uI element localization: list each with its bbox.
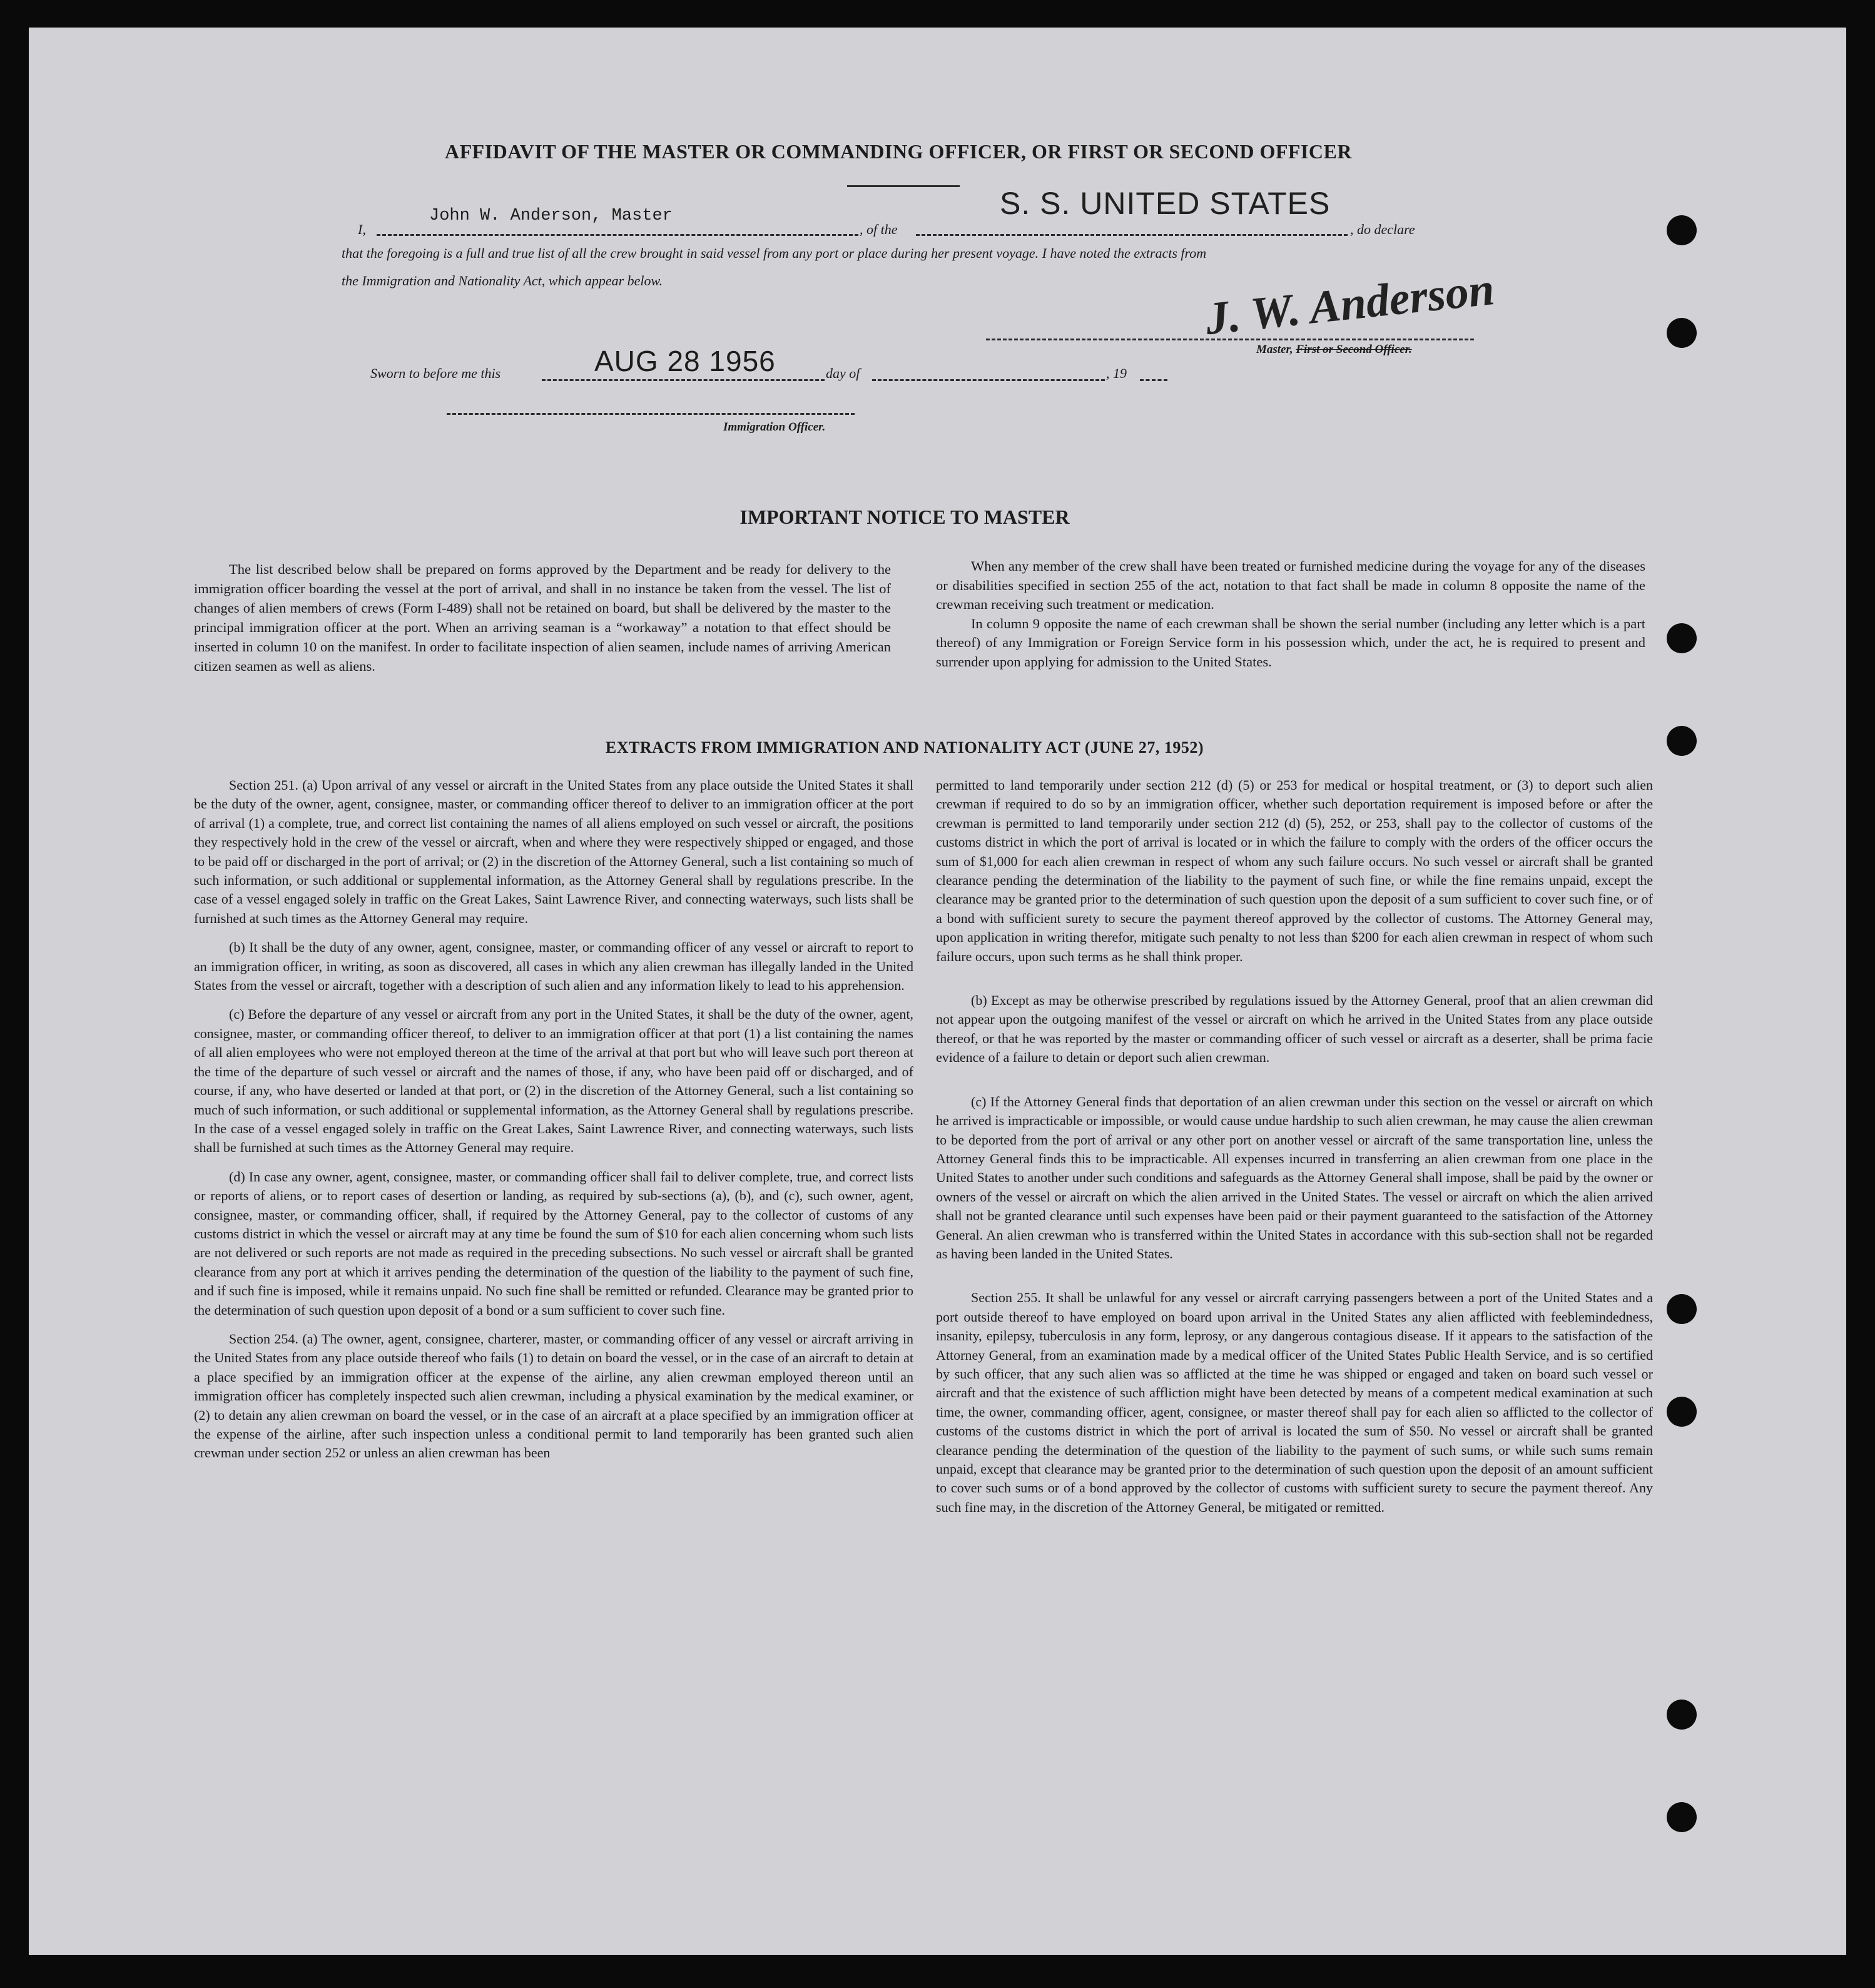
- vessel-name: S. S. UNITED STATES: [1000, 186, 1331, 221]
- declarant-name: John W. Anderson, Master: [429, 206, 673, 225]
- sworn-date-line: [542, 379, 825, 381]
- section-254a-continued: permitted to land temporarily under section 212 (d) (5) or 253 for medical or hospital treatment, or (3) to deport such alien crewman if required to do so by an immigration officer, whether such deportation requirement is imposed before or after the crewman is permitted to land temporarily under section 212 (d) (5), 252, or 253, shall pay to the collector of customs of the customs district in which the port of arrival is located or in which the failure to comply with the orders of the officer occurs the sum of $1,000 for each alien crewman in respect of whom any such failure occurs. No such vessel or aircraft shall be granted clearance pending the determination of the liability to the payment of such fine, or while the fine remains unpaid, except the clearance may be granted prior to the determination of such question upon the deposit of a sum sufficient to cover such fine, or of a bond with sufficient surety to secure the payment thereof approved by the collector of customs. The Attorney General may, upon application in writing therefor, mitigate such penalty to not less than $200 for each alien crewman in respect of whom such failure occurs, upon such terms as he shall think proper.: [936, 777, 1653, 964]
- of-the-label: , of the: [860, 222, 898, 237]
- year-label: , 19: [1106, 365, 1127, 381]
- section-254c: (c) If the Attorney General finds that deportation of an alien crewman under this section on the vessel or aircraft on which he arrived is impracticable or impossible, or would cause undue hardship to such alien crewman, he may cause the alien crewman to be deported from the port of arrival or any other port on another vessel or aircraft of the same transportation line, unless the Attorney General finds this to be impracticable. All expenses incurred in transferring an alien crewman from one place in the United States to another under such conditions and safeguards as the Attorney General shall impose, shall be paid by the owner or owners of the vessel or aircraft on which the alien arrived in the United States. The vessel or aircraft on which the alien arrived shall not be granted clearance until such expenses have been paid or their payment guaranteed to the satisfaction of the Attorney General. An alien crewman who is transferred within the United States in accordance with this sub-section shall not be regarded as having been landed in the United States.: [936, 1093, 1653, 1262]
- notice-left-column: [194, 559, 891, 686]
- binder-hole: [1667, 726, 1697, 756]
- section-251a: Section 251. (a) Upon arrival of any vessel or aircraft in the United States from any place outside the United States it shall be the duty of the owner, agent, consignee, master, or commanding officer thereof to deliver to an immigration officer at the port of arrival (1) a complete, true, and correct list containing the names of all aliens employed on such vessel or aircraft, the positions they respectively hold in the crew of the vessel or aircraft, when and where they were respectively shipped or engaged, and those to be paid off or discharged in the port of arrival; or (2) in the discretion of the Attorney General, such a list containing so much of such information, or such additional or supplemental information, as the Attorney General shall by regulations prescribe. In the case of a vessel engaged solely in traffic on the Great Lakes, Saint Lawrence River, and connecting waterways, such lists shall be furnished at such times as the Attorney General may require.: [194, 777, 913, 926]
- binder-hole: [1667, 215, 1697, 245]
- binder-hole: [1667, 623, 1697, 653]
- do-declare-label: , do declare: [1350, 222, 1415, 237]
- binder-hole: [1667, 1700, 1697, 1730]
- notice-right-paragraph-1: When any member of the crew shall have been treated or furnished medicine during the voyage for any of the diseases or disabilities specified in section 255 of the act, notation to that fact shall be made in column 8 opposite the name of the crewman receiving such treatment or medication.: [936, 558, 1645, 612]
- immigration-officer-label: Immigration Officer.: [723, 421, 826, 434]
- declarant-line: [377, 234, 858, 236]
- section-251b: (b) It shall be the duty of any owner, agent, consignee, master, or commanding officer of any vessel or aircraft to report to an immigration officer, in writing, as soon as discovered, all cases in which any alien crewman has illegally landed in the United States from the vessel or aircraft, together with a description of such alien and any information likely to lead to his apprehension.: [194, 939, 913, 994]
- affidavit-text-1: that the foregoing is a full and true list of all the crew brought in said vessel from any port or place during her present voyage. I have noted the extracts from: [342, 245, 1207, 261]
- notice-left-paragraph: The list described below shall be prepared on forms approved by the Department and be ready for delivery to the immigration officer boarding the vessel at the port of arrival, and shall in no instance be taken from the vessel. The list of changes of alien members of crews (Form I-489) shall not be retained on board, but shall be delivered by the master to the principal immigration officer at the port. When an arriving seaman is a “workaway” a notation to that effect should be inserted in column 10 on the manifest. In order to facilitate inspection of alien seamen, include names of arriving American citizen seamen as well as aliens.: [194, 561, 891, 674]
- section-251c: (c) Before the departure of any vessel or aircraft from any port in the United States, it shall be the duty of the owner, agent, consignee, master, or commanding officer thereof, to deliver to an immigration officer at that port (1) a list containing the names of all alien employees who were not employed thereon at the time of the arrival at that port but who will leave such port thereon at the time of the departure of such vessel or aircraft and the names of those, if any, who have been paid off or discharged, and of course, if any, who have deserted or landed at that port, or (2) in the discretion of the Attorney General, such a list containing so much of such information, or such additional or supplemental information, as the Attorney General shall by regulations prescribe. In the case of a vessel engaged solely in traffic on the Great Lakes, Saint Lawrence River, and connecting waterways, such lists shall be furnished at such times as the Attorney General may require.: [194, 1006, 913, 1156]
- binder-hole: [1667, 1294, 1697, 1324]
- vessel-line: [916, 234, 1348, 236]
- extracts-title: EXTRACTS FROM IMMIGRATION AND NATIONALITY ACT (JUNE 27, 1952): [605, 738, 1204, 757]
- affidavit-title: AFFIDAVIT OF THE MASTER OR COMMANDING OFFICER, OR FIRST OR SECOND OFFICER: [445, 140, 1352, 163]
- master-label: [1256, 343, 1412, 357]
- notice-right-paragraph-2: In column 9 opposite the name of each crewman shall be shown the serial number (including any letter which is a part thereof) of any Immigration or Foreign Service form in his possession which, under the act, he is required to present and surrender upon applying for admission to the United States.: [936, 615, 1645, 670]
- notice-right-column: [936, 557, 1645, 681]
- extracts-left-column: [194, 776, 913, 1473]
- month-line: [872, 379, 1105, 381]
- master-label-text: Master,: [1256, 343, 1293, 356]
- document-page: [29, 28, 1846, 1955]
- notice-title: IMPORTANT NOTICE TO MASTER: [739, 506, 1070, 528]
- i-label: I,: [358, 222, 366, 237]
- sworn-label: Sworn to before me this: [370, 365, 501, 381]
- day-of-label: day of: [826, 365, 860, 381]
- title-rule: [847, 185, 960, 187]
- section-251d: (d) In case any owner, agent, consignee, master, or commanding officer shall fail to deliver complete, true, and correct lists or reports of aliens, or to report cases of desertion or landing, as required by sub-sections (a), (b), and (c), such owner, agent, consignee, master, or commanding officer, shall, if required by the Attorney General, pay to the collector of customs of any customs district in which the vessel or aircraft may at any time be found the sum of $10 for each alien concerning whom such lists are not delivered or such reports are not made as required in the preceding subsections. No such vessel or aircraft shall be granted clearance from any port at which it arrives pending the determination of the question of the liability to the payment of such fine, and if such fine is imposed, while it remains unpaid. No such fine shall be remitted or refunded. Clearance may be granted prior to the determination of such question upon deposit of a bond or a sum sufficient to cover such fine.: [194, 1168, 913, 1318]
- struck-officer-label: First or Second Officer.: [1296, 343, 1412, 356]
- section-255: Section 255. It shall be unlawful for any vessel or aircraft carrying passengers between a port of the United States and a port outside thereof to have employed on board upon arrival in the United States any alien afflicted with feeblemindedness, insanity, epilepsy, tuberculosis in any form, leprosy, or any dangerous contagious disease. If it appears to the satisfaction of the Attorney General, from an examination made by a medical officer of the United States Public Health Service, and is so certified by such officer, that any such alien was so afflicted at the time he was shipped or engaged and taken on board such vessel or aircraft and that the existence of such affliction might have been detected by means of a competent medical examination at such time, the owner, commanding officer, agent, consignee, or master thereof shall pay for each alien so afflicted to the collector of customs of the customs district in which the port of arrival is located the sum of $50. No vessel or aircraft shall be granted clearance pending the determination of the question of the liability to the payment of such sums, or while such sums remain unpaid, except that clearance may be granted prior to the determination of such question upon the deposit of an amount sufficient to cover such sums or of a bond approved by the collector of customs with sufficient surety to secure the payment thereof. Any such fine may, in the discretion of the Attorney General, be mitigated or remitted.: [936, 1290, 1653, 1515]
- section-254b: (b) Except as may be otherwise prescribed by regulations issued by the Attorney General, proof that an alien crewman did not appear upon the outgoing manifest of the vessel or aircraft on which he arrived in the United States from any place outside thereof, or that he was reported by the master or commanding officer of such vessel or aircraft as a deserter, shall be prima facie evidence of a failure to detain or deport such alien crewman.: [936, 992, 1653, 1066]
- extracts-right-column: [936, 776, 1653, 1517]
- affidavit-text-2: the Immigration and Nationality Act, which appear below.: [342, 273, 663, 288]
- sworn-date: AUG 28 1956: [594, 345, 776, 377]
- master-signature: J. W. Anderson: [1202, 263, 1497, 345]
- year-line: [1140, 379, 1167, 381]
- binder-hole: [1667, 1802, 1697, 1832]
- immigration-officer-line: [447, 413, 855, 415]
- binder-hole: [1667, 1397, 1697, 1427]
- section-254a: Section 254. (a) The owner, agent, consignee, charterer, master, or commanding officer of any vessel or aircraft arriving in the United States from any place outside thereof who fails (1) to detain on board the vessel, or in the case of an aircraft to detain at a place specified by an immigration officer at the expense of the airline, any alien crewman employed thereon until an immigration officer has completely inspected such alien crewman, including a physical examination by the medical examiner, or (2) to detain any alien crewman on board the vessel, or in the case of an aircraft at a place specified by an immigration officer at the expense of the airline, after such inspection unless a conditional permit to land temporarily has been granted such alien crewman under section 252 or unless an alien crewman has been: [194, 1330, 913, 1461]
- binder-hole: [1667, 318, 1697, 348]
